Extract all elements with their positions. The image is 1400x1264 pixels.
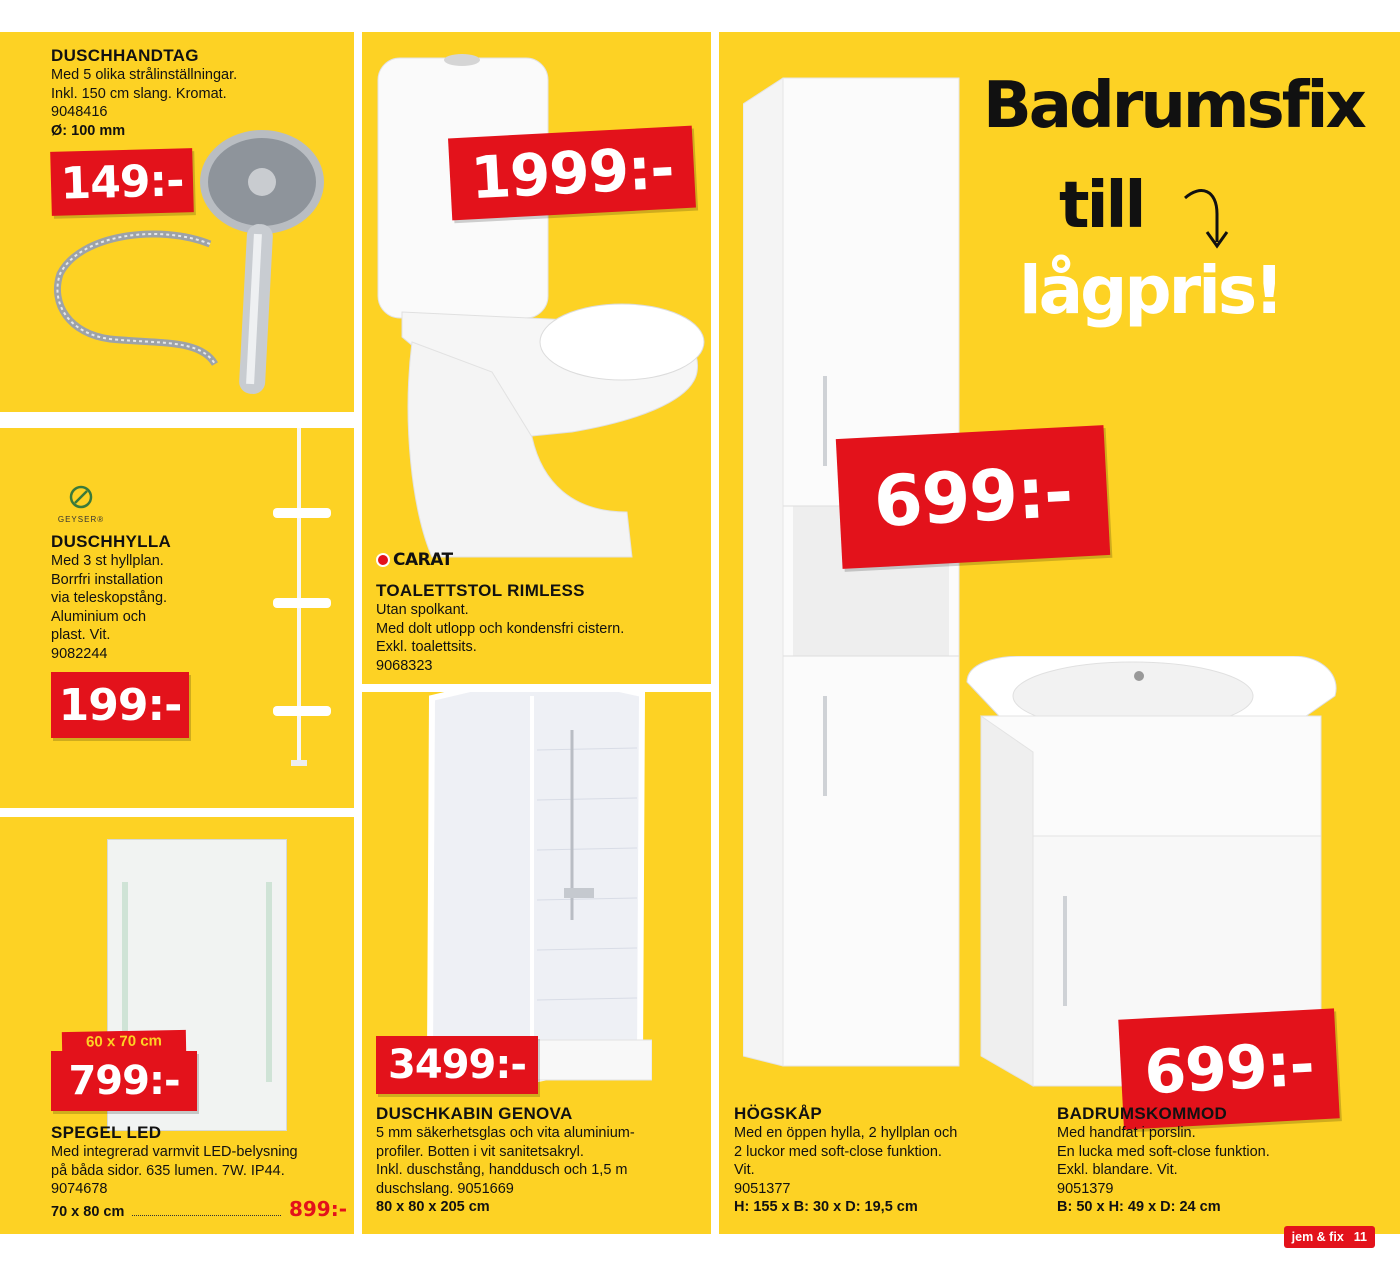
alt-size: 70 x 80 cm	[51, 1204, 125, 1220]
product-size: H: 155 x B: 30 x D: 19,5 cm	[734, 1199, 918, 1215]
panel-duschkabin	[362, 692, 711, 1234]
price-tag: 149:-	[50, 148, 194, 216]
desc-line: Vit.	[734, 1162, 755, 1178]
carat-icon	[376, 553, 390, 567]
panel-toalett	[362, 32, 711, 684]
dotted-leader	[132, 1215, 281, 1216]
product-title: BADRUMSKOMMOD	[1057, 1104, 1228, 1123]
panel-duschhylla	[0, 428, 354, 808]
headline-line-3: lågpris!	[1019, 252, 1282, 329]
article-number: 9048416	[51, 104, 108, 120]
carat-logo	[376, 550, 453, 570]
product-title: SPEGEL LED	[51, 1123, 162, 1142]
product-description	[51, 1143, 298, 1199]
product-title: TOALETTSTOL RIMLESS	[376, 581, 585, 600]
price-tag: 1999:-	[448, 126, 696, 221]
price-tag: 3499:-	[376, 1036, 538, 1094]
desc-line: Exkl. blandare. Vit.	[1057, 1162, 1178, 1178]
desc-line: En lucka med soft-close funktion.	[1057, 1143, 1270, 1160]
desc-line: 2 luckor med soft-close funktion.	[734, 1143, 942, 1160]
toilet-image	[372, 42, 711, 582]
brand-name: CARAT	[393, 550, 453, 570]
article-number: 9051377	[734, 1180, 791, 1197]
product-description	[51, 552, 167, 663]
size-tag: 60 x 70 cm	[62, 1030, 186, 1054]
shower-cabin-image	[422, 692, 652, 1090]
headline-line-2: till	[1059, 169, 1144, 243]
product-title: DUSCHKABIN GENOVA	[376, 1104, 573, 1123]
desc-line: profiler. Botten i vit sanitetsakryl.	[376, 1143, 584, 1160]
desc-line: Exkl. toalettsits.	[376, 639, 477, 655]
product-title: DUSCHHYLLA	[51, 532, 172, 551]
article-number: 9082244	[51, 645, 108, 662]
desc-line: Med handfat i porslin.	[1057, 1125, 1196, 1141]
price-tag: 699:-	[1118, 1008, 1339, 1129]
desc-line: Utan spolkant.	[376, 602, 469, 618]
shower-caddy-image	[265, 428, 345, 768]
arrow-down-icon	[1181, 184, 1231, 250]
page-number: 11	[1353, 1230, 1367, 1244]
product-title: HÖGSKÅP	[734, 1104, 823, 1123]
desc-line: Med integrerad varmvit LED-belysning	[51, 1144, 298, 1160]
brand-name: GEYSER®	[57, 515, 105, 524]
headline-line-1: Badrumsfix	[983, 69, 1364, 143]
product-description	[376, 601, 624, 675]
desc-line: på båda sidor. 635 lumen. 7W. IP44.	[51, 1162, 285, 1179]
alt-size-row	[51, 1197, 347, 1221]
panel-badrum	[719, 32, 1400, 1234]
shower-head-image	[40, 124, 350, 412]
article-number: 9074678	[51, 1181, 108, 1197]
price-tag: 699:-	[836, 425, 1110, 569]
mirror-led-strip	[266, 882, 272, 1082]
product-size: Ø: 100 mm	[51, 122, 126, 139]
product-description	[734, 1124, 957, 1217]
desc-line: duschslang. 9051669	[376, 1180, 514, 1197]
desc-line: Med 3 st hyllplan.	[51, 553, 164, 569]
geyser-logo	[51, 484, 111, 524]
geyser-icon	[68, 484, 94, 510]
desc-line: via teleskopstång.	[51, 590, 168, 606]
tall-cabinet-image	[743, 76, 963, 1076]
article-number: 9068323	[376, 657, 433, 674]
desc-line: Inkl. duschstång, handdusch och 1,5 m	[376, 1162, 628, 1178]
product-size: B: 50 x H: 49 x D: 24 cm	[1057, 1199, 1221, 1215]
desc-line: Aluminium och	[51, 608, 147, 625]
panel-spegel	[0, 817, 354, 1234]
desc-line: Borrfri installation	[51, 571, 164, 588]
desc-line: Inkl. 150 cm slang. Kromat.	[51, 85, 227, 102]
alt-price: 899:-	[288, 1197, 347, 1221]
desc-line: Med en öppen hylla, 2 hyllplan och	[734, 1125, 958, 1141]
footer-brand: jem & fix	[1291, 1230, 1344, 1244]
article-number: 9051379	[1057, 1180, 1114, 1197]
desc-line: 5 mm säkerhetsglas och vita aluminium-	[376, 1125, 635, 1141]
price-tag: 799:-	[51, 1051, 197, 1111]
desc-line: plast. Vit.	[51, 627, 111, 643]
product-description	[376, 1124, 635, 1217]
desc-line: Med dolt utlopp och kondensfri cistern.	[376, 620, 625, 637]
page-footer-badge	[1284, 1226, 1375, 1248]
product-title: DUSCHHANDTAG	[51, 46, 199, 65]
desc-line: Med 5 olika strålinställningar.	[51, 67, 238, 83]
price-tag: 199:-	[51, 672, 189, 738]
product-size: 80 x 80 x 205 cm	[376, 1199, 490, 1215]
panel-duschhandtag	[0, 32, 354, 412]
product-description	[1057, 1124, 1270, 1217]
